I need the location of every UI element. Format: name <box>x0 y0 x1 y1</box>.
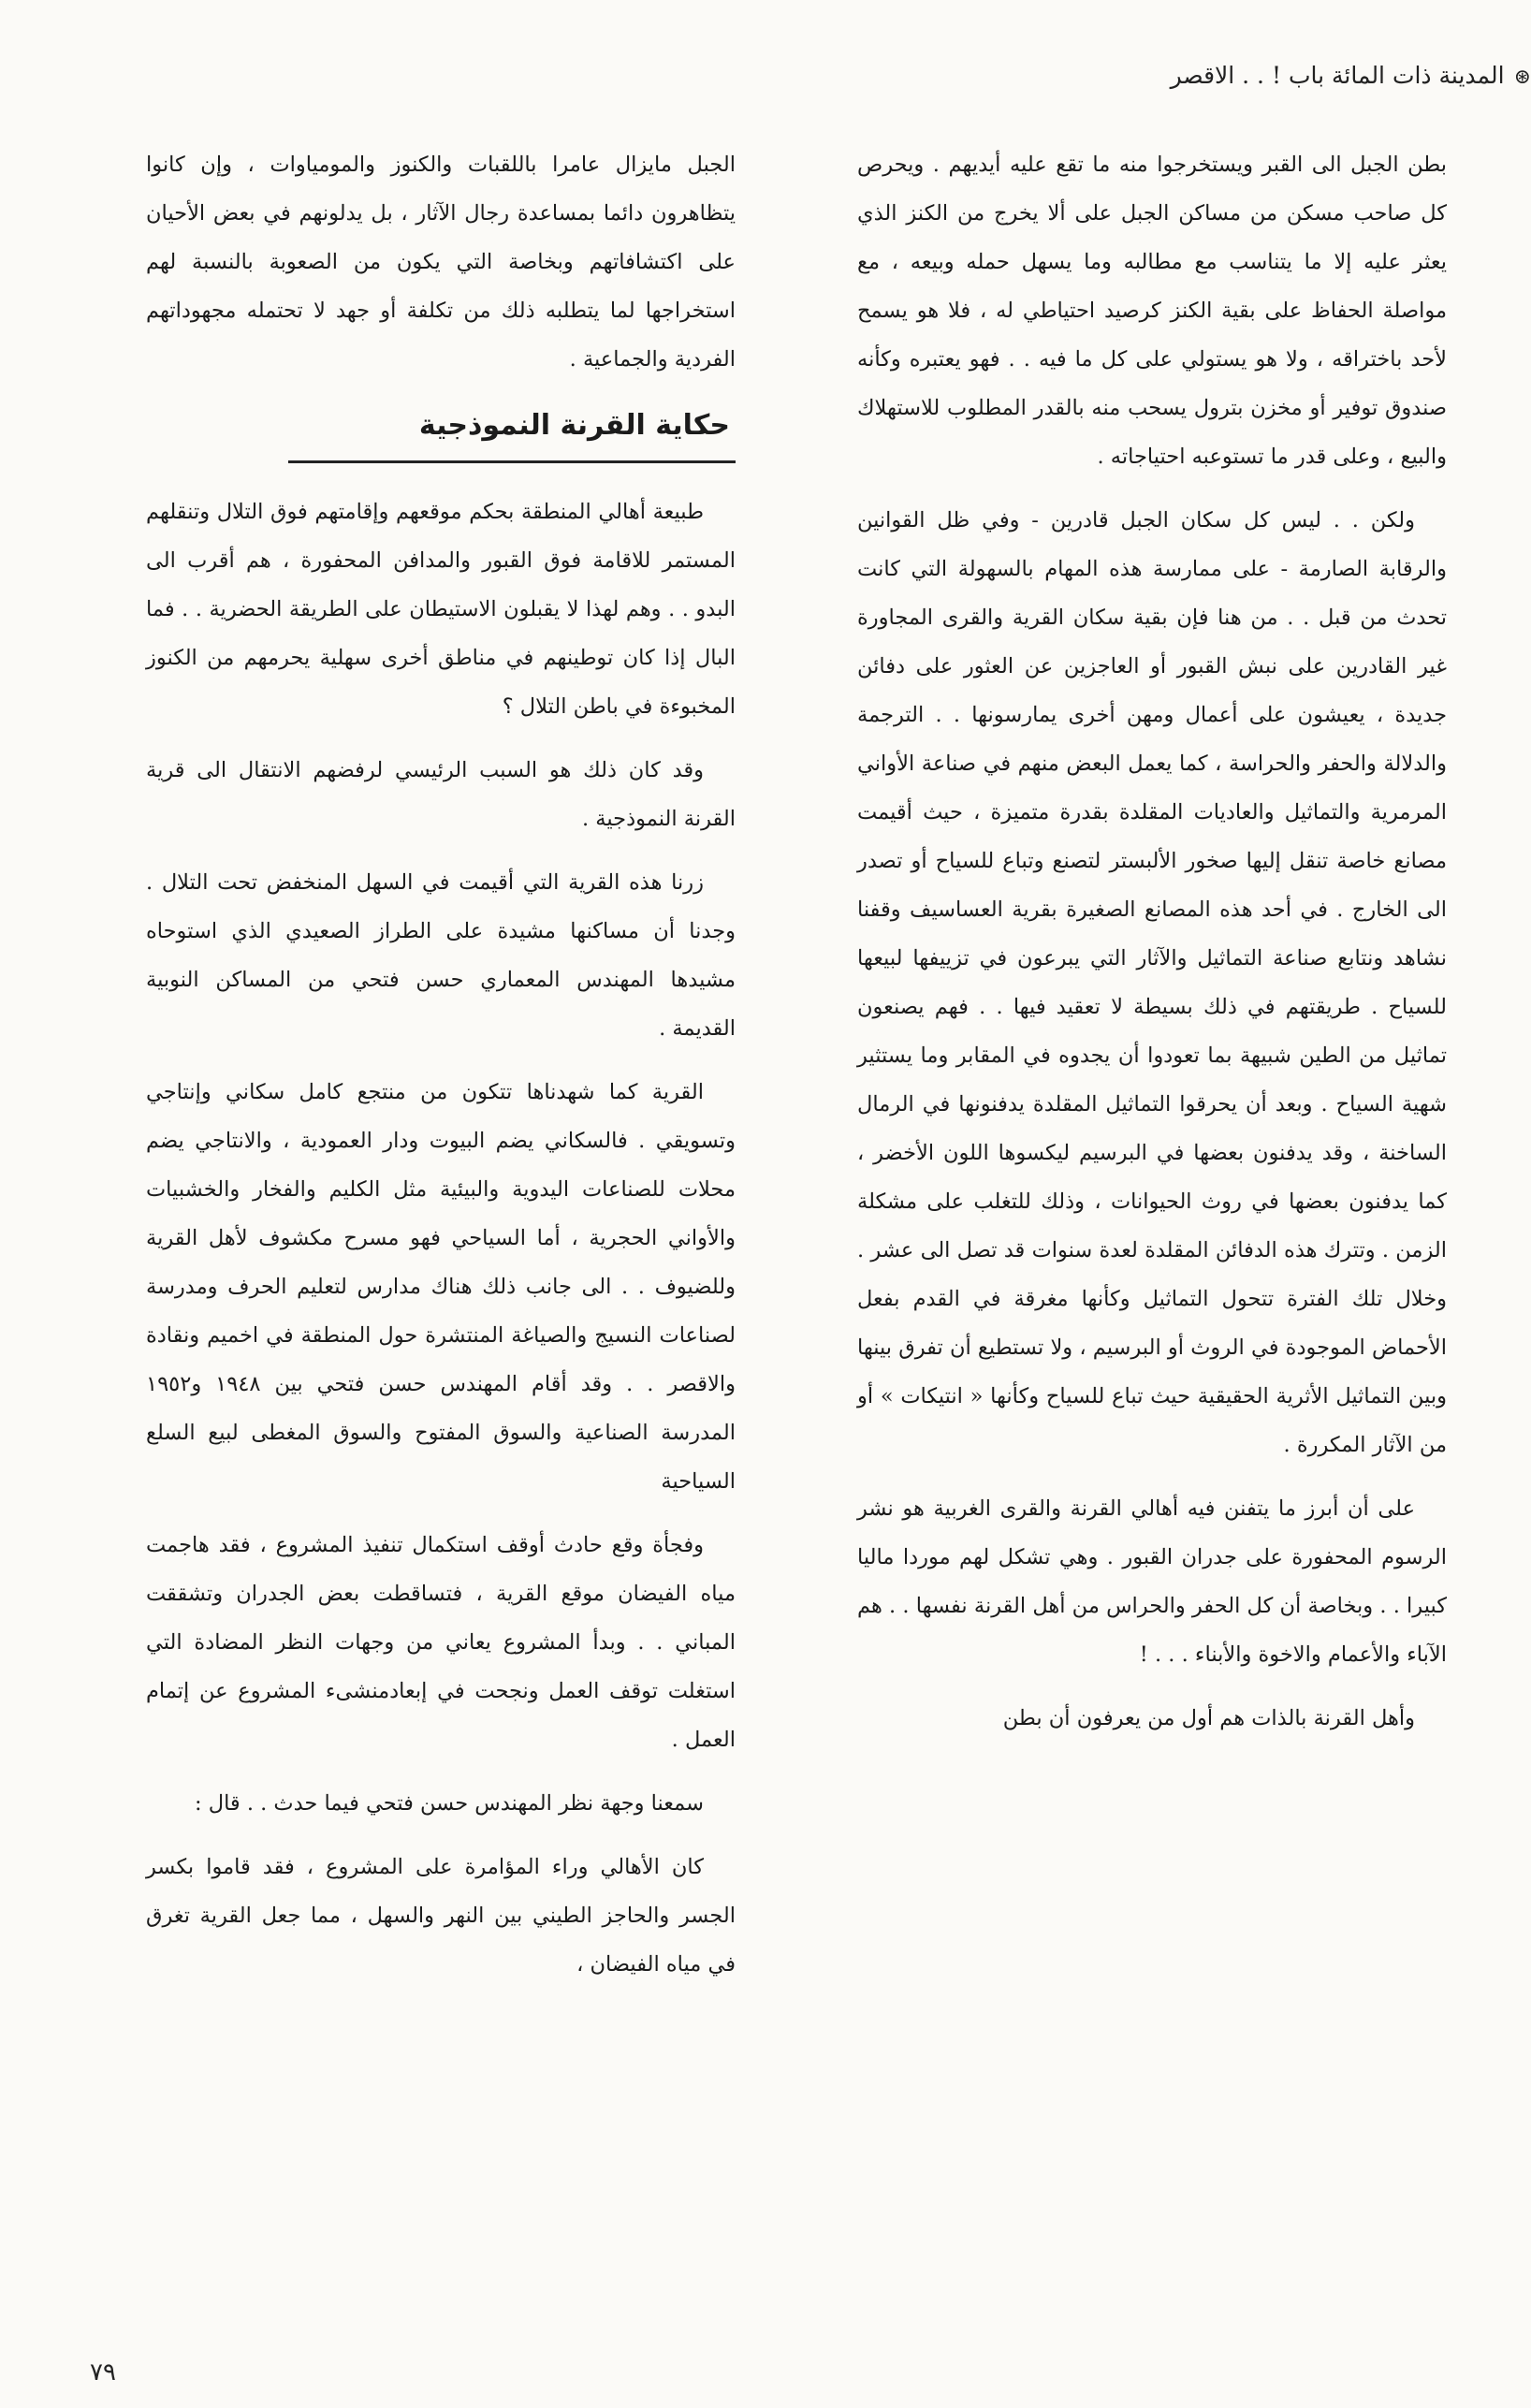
paragraph: القرية كما شهدناها تتكون من منتجع كامل سكاني وإنتاجي وتسويقي . فالسكاني يضم البيوت ودار العمودية ، والانتاجي يضم محلات للصناعات اليدوية والبيئية مثل الكليم والفخار والخشبيات والأواني الحجرية ، أما السياحي فهو مسرح مكشوف لأهل القرية وللضيوف . . الى جانب ذلك هناك مدارس لتعليم الحرف ومدرسة لصناعات النسيج والصياغة المنتشرة حول المنطقة في اخميم ونقادة والاقصر . . وقد أقام المهندس حسن فتحي بين ١٩٤٨ و١٩٥٢ المدرسة الصناعية والسوق المفتوح والسوق المغطى لبيع السلع السياحية <box>146 1080 736 1494</box>
ornament-icon: ⊛ <box>1513 66 1531 89</box>
running-header-title: المدينة ذات المائة باب ! . . الاقصر <box>1170 62 1505 89</box>
paragraph: على أن أبرز ما يتفنن فيه أهالي القرنة والقرى الغربية هو نشر الرسوم المحفورة على جدران القبور . وهي تشكل لهم موردا ماليا كبيرا . . وبخاصة أن كل الحفر والحراس من أهل القرنة نفسها . . هم الآباء والأعمام والاخوة والأبناء . . . ! <box>857 1496 1448 1667</box>
paragraph: وقد كان ذلك هو السبب الرئيسي لرفضهم الانتقال الى قرية القرنة النموذجية . <box>146 758 736 831</box>
paragraph: سمعنا وجهة نظر المهندس حسن فتحي فيما حدث . . قال : <box>194 1791 704 1816</box>
page-number: ٧٩ <box>90 2358 116 2386</box>
paragraph: كان الأهالي وراء المؤامرة على المشروع ، فقد قاموا بكسر الجسر والحاجز الطيني بين النهر والسهل ، مما جعل القرية تغرق في مياه الفيضان ، <box>146 1855 736 1977</box>
paragraph: وأهل القرنة بالذات هم أول من يعرفون أن بطن <box>1002 1706 1415 1730</box>
paragraph: بطن الجبل الى القبر ويستخرجوا منه ما تقع عليه أيديهم . ويحرص كل صاحب مسكن من مساكن الجبل على ألا يخرج من الكنز الذي يعثر عليه إلا ما يتناسب مع مطالبه وما يسهل حمله وبيعه ، مع مواصلة الحفاظ على بقية الكنز كرصيد احتياطي له ، فلا هو يسمح لأحد باختراقه ، ولا هو يستولي على كل ما فيه . . فهو يعتبره وكأنه صندوق توفير أو مخزن بترول يسحب منه بالقدر المطلوب للاستهلاك والبيع ، وعلى قدر ما تستوعبه احتياجاته . <box>857 153 1447 469</box>
paragraph: الجبل مايزال عامرا باللقبات والكنوز والمومياوات ، وإن كانوا يتظاهرون دائما بمساعدة رجال الآثار ، بل يدلونهم في بعض الأحيان على اكتشافاتهم وبخاصة التي يكون من الصعوبة بالنسبة لهم استخراجها لما يتطلبه ذلك من تكلفة أو جهد لا تحتمله مجهوداتهم الفردية والجماعية . <box>146 153 736 372</box>
paragraph: ولكن . . ليس كل سكان الجبل قادرين - وفي ظل القوانين والرقابة الصارمة - على ممارسة هذه المهام بالسهولة التي كانت تحدث من قبل . . من هنا فإن بقية سكان القرية والقرى المجاورة غير القادرين على نبش القبور أو العاجزين عن العثور على دفائن جديدة ، يعيشون على أعمال ومهن أخرى يمارسونها . . الترجمة والدلالة والحفر والحراسة ، كما يعمل البعض منهم في صناعة الأواني المرمرية والتماثيل والعاديات المقلدة بقدرة متميزة ، حيث أقيمت مصانع خاصة تنقل إليها صخور الألبستر لتصنع وتباع للسياح أو تصدر الى الخارج . في أحد هذه المصانع الصغيرة بقرية العساسيف وقفنا نشاهد ونتابع صناعة التماثيل والآثار التي يبرعون في تزييفها لبيعها للسياح . طريقتهم في ذلك بسيطة لا تعقيد فيها . . فهم يصنعون تماثيل من الطين شبيهة بما تعودوا أن يجدوه في المقابر وما يستثير شهية السياح . وبعد أن يحرقوا التماثيل المقلدة يدفنونها في الرمال الساخنة ، وقد يدفنون بعضها في البرسيم ليكسوها اللون الأخضر ، كما يدفنون بعضها في روث الحيوانات ، وذلك للتغلب على مشكلة الزمن . وتترك هذه الدفائن المقلدة لعدة سنوات قد تصل الى عشر . وخلال تلك الفترة تتحول التماثيل وكأنها مغرقة في القدم بفعل الأحماض الموجودة في الروث أو البرسيم ، ولا تستطيع أن تفرق بينها وبين التماثيل الأثرية الحقيقية حيث تباع للسياح وكأنها « انتيكات » أو من الآثار المكررة . <box>857 508 1447 1457</box>
paragraph: طبيعة أهالي المنطقة بحكم موقعهم وإقامتهم فوق التلال وتنقلهم المستمر للاقامة فوق القبور والمدافن المحفورة ، هم أقرب الى البدو . . وهم لهذا لا يقبلون الاستيطان على الطريقة الحضرية . . فما البال إذا كان توطينهم في مناطق أخرى سهلية يحرمهم من الكنوز المخبوءة في باطن التلال ؟ <box>146 500 736 719</box>
paragraph: وفجأة وقع حادث أوقف استكمال تنفيذ المشروع ، فقد هاجمت مياه الفيضان موقع القرية ، فتساقطت بعض الجدران وتشققت المباني . . وبدأ المشروع يعاني من وجهات النظر المضادة التي استغلت توقف العمل ونجحت في إبعادمنشىء المشروع عن إتمام العمل . <box>146 1533 736 1752</box>
section-heading-text: حكاية القرنة النموذجية <box>288 399 736 463</box>
left-column <box>146 140 736 2004</box>
running-header <box>71 62 1531 89</box>
paragraph: زرنا هذه القرية التي أقيمت في السهل المنخفض تحت التلال . وجدنا أن مساكنها مشيدة على الطراز الصعيدي الذي استوحاه مشيدها المهندس المعماري حسن فتحي من المساكن النوبية القديمة . <box>146 870 736 1041</box>
section-heading <box>146 399 736 463</box>
right-column <box>857 140 1447 1758</box>
